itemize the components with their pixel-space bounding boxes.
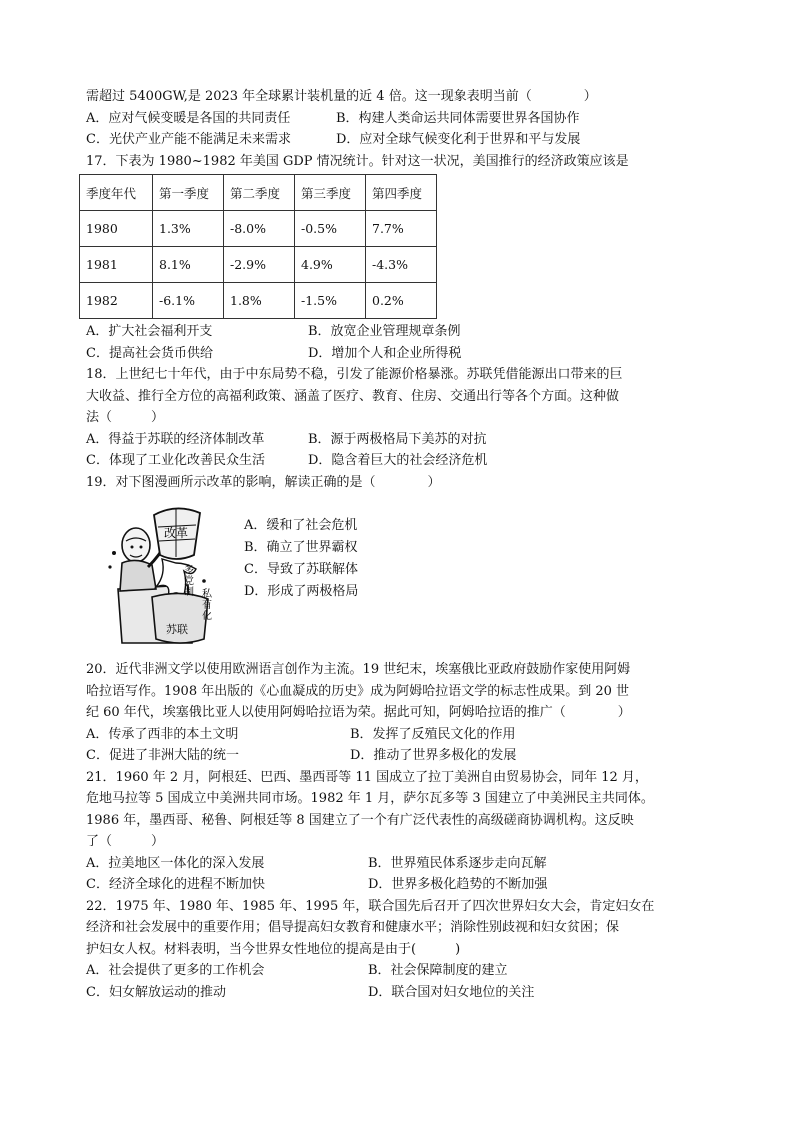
q22-option-c[interactable]: C．妇女解放运动的推动: [86, 984, 226, 1000]
q17-option-d[interactable]: D．增加个人和企业所得税: [308, 345, 462, 361]
exam-page: [86, 86, 726, 1003]
q20-option-c[interactable]: C．促进了非洲大陆的统一: [86, 748, 239, 763]
table-cell: 7.7%: [366, 211, 437, 247]
q21-stem-line: 21．1960 年 2 月，阿根廷、巴西、墨西哥等 11 国成立了拉丁美洲自由贸易协会，同年 12 月，: [86, 769, 648, 785]
q17-options-row1: [86, 321, 726, 343]
q16-option-d[interactable]: D．应对全球气候变化利于世界和平与发展: [336, 132, 581, 147]
table-cell: -6.1%: [153, 283, 224, 319]
q19-options: [244, 497, 358, 647]
table-cell: 0.2%: [366, 283, 437, 319]
q17-options-row2: [86, 343, 726, 365]
q18-option-d[interactable]: D．隐含着巨大的社会经济危机: [308, 453, 488, 468]
q22-stem-line: 22．1975 年、1980 年、1985 年、1995 年，联合国先后召开了四次世界妇女大会，肯定妇女在: [86, 898, 655, 914]
table-row: [80, 283, 437, 319]
table-header-cell: 第二季度: [224, 175, 295, 211]
q20-option-b[interactable]: B．发挥了反殖民文化的作用: [350, 726, 516, 742]
q22-option-a[interactable]: A．社会提供了更多的工作机会: [86, 963, 265, 978]
q22-stem-line: 经济和社会发展中的重要作用；倡导提高妇女教育和健康水平；消除性别歧视和妇女贫困；保: [86, 920, 620, 935]
q17-option-c[interactable]: C．提高社会货币供给: [86, 345, 213, 361]
table-cell: -0.5%: [295, 211, 366, 247]
q18-option-c[interactable]: C．体现了工业化改善民众生活: [86, 453, 265, 468]
q21-option-d[interactable]: D．世界多极化趋势的不断加强: [368, 877, 548, 892]
q19-option-c[interactable]: C．导致了苏联解体: [244, 562, 358, 577]
table-header-cell: 第三季度: [295, 175, 366, 211]
q21-option-c[interactable]: C．经济全球化的进程不断加快: [86, 877, 265, 892]
table-cell: -1.5%: [295, 283, 366, 319]
q22-options-row1: [86, 960, 726, 982]
q18-stem-line: 大收益、推行全方位的高福利政策、涵盖了医疗、教育、住房、交通出行等各个方面。这种做: [86, 388, 620, 404]
q21-options-row2: [86, 874, 726, 896]
table-cell: 8.1%: [153, 247, 224, 283]
table-cell: -8.0%: [224, 211, 295, 247]
q21-stem-line: 危地马拉等 5 国成立中美洲共同市场。1982 年 1 月，萨尔瓦多等 3 国建立了中美洲民主共同体。: [86, 791, 654, 806]
q20-stem-line: 哈拉语写作。1908 年出版的《心血凝成的历史》成为阿姆哈拉语文学的标志性成果。到 20 世: [86, 683, 630, 699]
q21-stem-line: 了（ ）: [86, 834, 165, 849]
q20-stem-line: 纪 60 年代，埃塞俄比亚人以使用阿姆哈拉语为荣。据此可知，阿姆哈拉语的推广（ ）: [86, 705, 631, 720]
q22-option-d[interactable]: D．联合国对妇女地位的关注: [368, 984, 535, 1000]
q17-stem: 17．下表为 1980~1982 年美国 GDP 情况统计。针对这一状况，美国推行的经济政策应该是: [86, 153, 629, 169]
q21-option-b[interactable]: B．世界殖民体系逐步走向瓦解: [368, 855, 547, 871]
q19-option-a[interactable]: A．缓和了社会危机: [244, 518, 358, 533]
table-row: [80, 211, 437, 247]
pot-label: 苏联: [166, 623, 188, 636]
table-header-row: [80, 175, 437, 211]
q20-option-a[interactable]: A．传承了西非的本土文明: [86, 726, 239, 742]
q18-options-row2: [86, 450, 726, 472]
q16-options-row2: [86, 129, 726, 151]
table-header-cell: 第四季度: [366, 175, 437, 211]
q20-options-row1: [86, 724, 726, 746]
table-cell: 1981: [80, 247, 153, 283]
q20-option-d[interactable]: D．推动了世界多极化的发展: [350, 748, 517, 763]
q21-options-row1: [86, 853, 726, 875]
label-b-vertical: [202, 588, 213, 622]
q18-stem-line: 法（ ）: [86, 410, 165, 425]
table-cell: -2.9%: [224, 247, 295, 283]
table-header-cell: 季度年代: [80, 175, 153, 211]
q16-option-c[interactable]: C．光伏产业产能不能满足未来需求: [86, 132, 291, 147]
q20-stem-line: 20．近代非洲文学以使用欧洲语言创作为主流。19 世纪末，埃塞俄比亚政府鼓励作家使用阿姆: [86, 662, 631, 677]
q19-cartoon-row: [86, 497, 726, 647]
cartoon-label-a: 多党制: [184, 565, 194, 598]
gdp-table: [79, 174, 437, 319]
q18-option-b[interactable]: B．源于两极格局下美苏的对抗: [308, 431, 487, 447]
soviet-reform-cartoon: [96, 497, 246, 647]
q21-stem-line: 1986 年，墨西哥、秘鲁、阿根廷等 8 国建立了一个有广泛代表性的高级磋商协调机构。这反映: [86, 812, 634, 828]
label-a-vertical: [184, 564, 194, 598]
q22-option-b[interactable]: B．社会保障制度的建立: [368, 963, 508, 978]
cartoon-drawing: [96, 497, 246, 647]
table-cell: 1.8%: [224, 283, 295, 319]
q19-option-b[interactable]: B．确立了世界霸权: [244, 540, 358, 555]
q18-option-a[interactable]: A．得益于苏联的经济体制改革: [86, 431, 265, 447]
q19-option-d[interactable]: D．形成了两极格局: [244, 584, 359, 599]
q16-option-a[interactable]: A．应对气候变暖是各国的共同责任: [86, 110, 291, 126]
q21-option-a[interactable]: A．拉美地区一体化的深入发展: [86, 855, 265, 871]
q20-options-row2: [86, 745, 726, 767]
q16-options-row1: [86, 108, 726, 130]
table-cell: -4.3%: [366, 247, 437, 283]
q18-stem-line: 18．上世纪七十年代，由于中东局势不稳，引发了能源价格暴涨。苏联凭借能源出口带来的巨: [86, 367, 623, 382]
table-cell: 1.3%: [153, 211, 224, 247]
table-cell: 1982: [80, 283, 153, 319]
q16-option-b[interactable]: B．构建人类命运共同体需要世界各国协作: [336, 110, 580, 126]
q16-stem: 需超过 5400GW,是 2023 年全球累计装机量的近 4 倍。这一现象表明当前（ ）: [86, 89, 597, 104]
q22-stem-line: 护妇女人权。材料表明，当今世界女性地位的提高是由于( ): [86, 941, 461, 957]
table-cell: 4.9%: [295, 247, 366, 283]
q19-stem: 19．对下图漫画所示改革的影响，解读正确的是（ ）: [86, 474, 441, 490]
bucket-label: 改革: [164, 526, 189, 540]
cartoon-label-b: 私有化: [202, 589, 212, 622]
table-cell: 1980: [80, 211, 153, 247]
q17-option-b[interactable]: B．放宽企业管理规章条例: [308, 324, 461, 339]
table-header-cell: 第一季度: [153, 175, 224, 211]
q18-options-row1: [86, 429, 726, 451]
table-row: [80, 247, 437, 283]
q17-option-a[interactable]: A．扩大社会福利开支: [86, 324, 213, 339]
q22-options-row2: [86, 982, 726, 1004]
